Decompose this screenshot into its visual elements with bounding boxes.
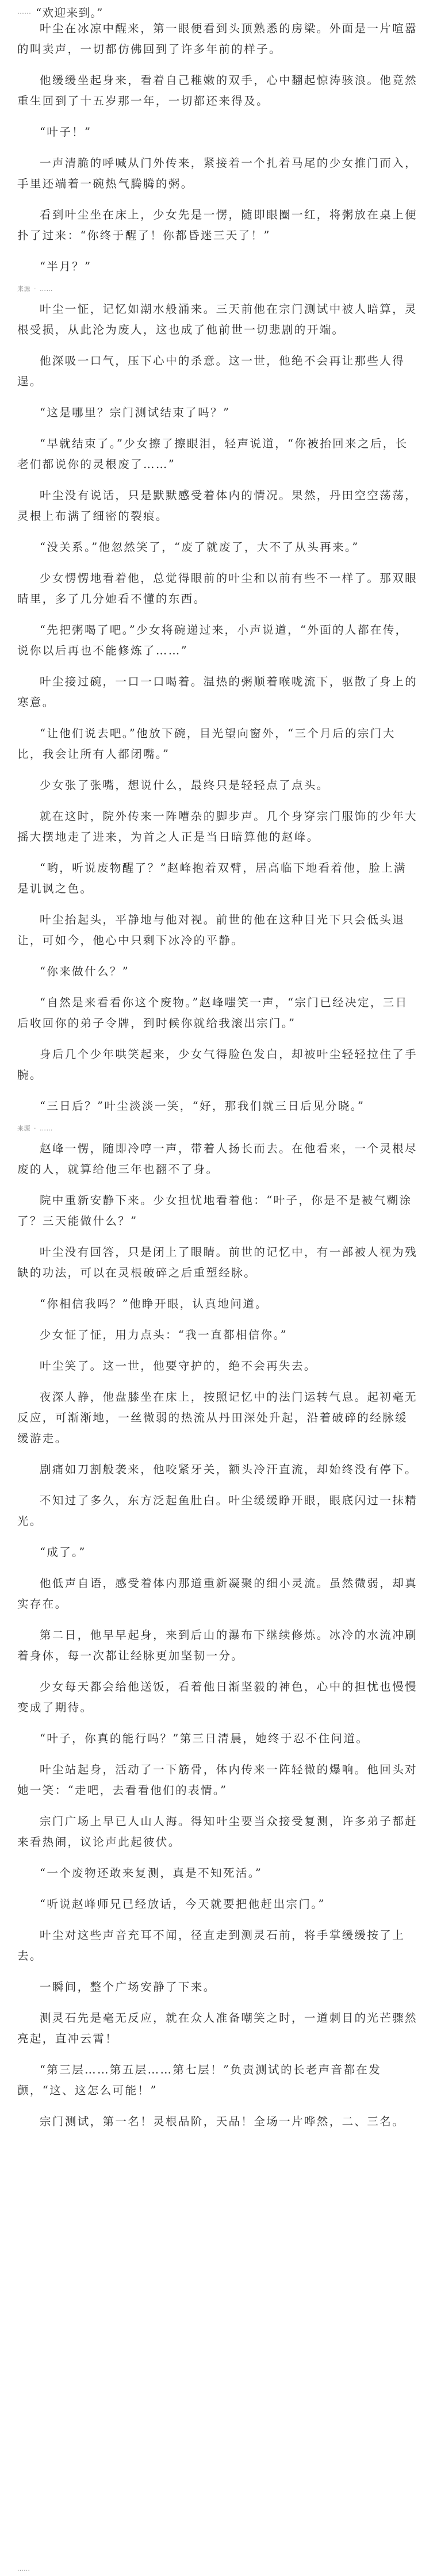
paragraph: 叶尘接过碗，一口一口喝着。温热的粥顺着喉咙流下，驱散了身上的寒意。 xyxy=(17,675,418,709)
source-separator: · xyxy=(34,1125,36,1132)
source-label: 来源 xyxy=(17,285,30,293)
paragraph: “先把粥喝了吧。”少女将碗递过来，小声说道，“外面的人都在传，说你以后再也不能修炼了……” xyxy=(17,623,408,657)
paragraph: “早就结束了。”少女擦了擦眼泪，轻声说道，“你被抬回来之后，长老们都说你的灵根废了……” xyxy=(17,437,408,471)
paragraph: 一声清脆的呼喊从门外传来，紧接着一个扎着马尾的少女推门而入，手里还端着一碗热气腾腾的粥。 xyxy=(17,156,418,190)
paragraph: 叶尘没有说话，只是默默感受着体内的情况。果然，丹田空空荡荡，灵根上布满了细密的裂痕。 xyxy=(17,489,418,523)
paragraph: “半月？” xyxy=(40,260,92,273)
paragraph: 赵峰一愣，随即冷哼一声，带着人扬长而去。在他看来，一个灵根尽废的人，就算给他三年也翻不了身。 xyxy=(17,1142,418,1176)
source-value: …… xyxy=(40,1125,53,1132)
paragraph: “这是哪里？宗门测试结束了吗？” xyxy=(40,406,231,419)
paragraph: 叶尘在冰凉中醒来，第一眼便看到头顶熟悉的房梁。外面是一片喧嚣的叫卖声，一切都仿佛回到了许多年前的样子。 xyxy=(17,22,418,56)
paragraph: 叶尘笑了。这一世，他要守护的，绝不会再失去。 xyxy=(40,1359,317,1373)
paragraph: “让他们说去吧。”他放下碗，目光望向窗外，“三个月后的宗门大比，我会让所有人都闭嘴。” xyxy=(17,727,396,761)
paragraph: 他缓缓坐起身来，看着自己稚嫩的双手，心中翻起惊涛骇浪。他竟然重生回到了十五岁那一年，一切都还来得及。 xyxy=(17,74,418,108)
paragraph: 少女怔了怔，用力点头：“我一直都相信你。” xyxy=(40,1328,288,1341)
paragraph: “自然是来看看你这个废物。”赵峰嗤笑一声，“宗门已经决定，三日后收回你的弟子令牌，到时候你就给我滚出宗门。” xyxy=(17,996,408,1030)
paragraph: 看到叶尘坐在床上，少女先是一愣，随即眼圈一红，将粥放在桌上便扑了过来：“你终于醒了！你都昏迷三天了！” xyxy=(17,208,418,242)
article-body xyxy=(17,18,417,2132)
paragraph: 院中重新安静下来。少女担忧地看着他：“叶子，你是不是被气糊涂了？三天能做什么？” xyxy=(17,1194,412,1228)
source-separator: · xyxy=(34,285,36,293)
paragraph: “叶子，你真的能行吗？”第三日清晨，她终于忍不住问道。 xyxy=(40,1732,369,1745)
paragraph: “三日后？”叶尘淡淡一笑，“好，那我们就三日后见分晓。” xyxy=(40,1099,365,1113)
paragraph: “叶子！” xyxy=(40,125,92,139)
source-label: 来源 xyxy=(17,1125,30,1132)
paragraph: 宗门测试，第一名！灵根品阶，天品！全场一片哗然，二、三名。 xyxy=(40,2115,405,2128)
source-value: …… xyxy=(40,285,53,293)
paragraph: 叶尘站起身，活动了一下筋骨，体内传来一阵轻微的爆响。他回头对她一笑：“走吧，去看看他们的表情。” xyxy=(17,1763,418,1797)
paragraph: “哟，听说废物醒了？”赵峰抱着双臂，居高临下地看着他，脸上满是讥讽之色。 xyxy=(17,861,407,895)
paragraph: “没关系。”他忽然笑了，“废了就废了，大不了从头再来。” xyxy=(40,540,359,554)
opening-quote: “欢迎来到。” xyxy=(36,5,103,20)
source-line xyxy=(17,1124,417,1133)
paragraph: 叶尘一怔，记忆如潮水般涌来。三天前他在宗门测试中被人暗算，灵根受损，从此沦为废人，这也成了他前世一切悲剧的开端。 xyxy=(17,302,418,336)
paragraph: 叶尘对这些声音充耳不闻，径直走到测灵石前，将手掌缓缓按了上去。 xyxy=(17,1929,405,1962)
paragraph: 第二日，他早早起身，来到后山的瀑布下继续修炼。冰冷的水流冲刷着身体，每一次都让经脉更加坚韧一分。 xyxy=(17,1628,418,1662)
paragraph: 少女张了张嘴，想说什么，最终只是轻轻点了点头。 xyxy=(40,779,329,792)
paragraph: “一个废物还敢来复测，真是不知死活。” xyxy=(40,1866,263,1880)
paragraph: 测灵石先是毫无反应，就在众人准备嘲笑之时，一道刺目的光芒骤然亮起，直冲云霄！ xyxy=(17,2011,418,2045)
paragraph: 夜深人静，他盘膝坐在床上，按照记忆中的法门运转气息。起初毫无反应，可渐渐地，一丝微弱的热流从丹田深处升起，沿着破碎的经脉缓缓游走。 xyxy=(17,1390,418,1445)
paragraph: 叶尘抬起头，平静地与他对视。前世的他在这种目光下只会低头退让，可如今，他心中只剩下冰冷的平静。 xyxy=(17,913,405,947)
paragraph: “你来做什么？” xyxy=(40,965,130,978)
site-mark: …… xyxy=(17,7,31,16)
paragraph: “第三层……第五层……第七层！”负责测试的长老声音都在发颤，“这、这怎么可能！” xyxy=(17,2063,382,2097)
paragraph: 叶尘没有回答，只是闭上了眼睛。前世的记忆中，有一部被人视为残缺的功法，可以在灵根破碎之后重塑经脉。 xyxy=(17,1245,418,1279)
paragraph: “你相信我吗？”他睁开眼，认真地问道。 xyxy=(40,1297,269,1310)
paragraph: “听说赵峰师兄已经放话，今天就要把他赶出宗门。” xyxy=(40,1897,325,1911)
paragraph: 少女每天都会给他送饭，看着他日渐坚毅的神色，心中的担忧也慢慢变成了期待。 xyxy=(17,1680,418,1714)
paragraph: 他低声自语，感受着体内那道重新凝聚的细小灵流。虽然微弱，却真实存在。 xyxy=(17,1577,418,1611)
bottom-mark: …… xyxy=(17,2565,30,2573)
paragraph: 就在这时，院外传来一阵嘈杂的脚步声。几个身穿宗门服饰的少年大摇大摆地走了进来，为首之人正是当日暗算他的赵峰。 xyxy=(17,810,418,844)
paragraph: 一瞬间，整个广场安静了下来。 xyxy=(40,1980,216,1994)
paragraph: 剧痛如刀割般袭来，他咬紧牙关，额头冷汗直流，却始终没有停下。 xyxy=(40,1463,418,1476)
paragraph: 宗门广场上早已人山人海。得知叶尘要当众接受复测，许多弟子都赶来看热闹，议论声此起彼伏。 xyxy=(17,1815,418,1849)
source-line xyxy=(17,284,417,293)
paragraph: 身后几个少年哄笑起来，少女气得脸色发白，却被叶尘轻轻拉住了手腕。 xyxy=(17,1048,418,1082)
paragraph: 他深吸一口气，压下心中的杀意。这一世，他绝不会再让那些人得逞。 xyxy=(17,354,405,388)
paragraph: 不知过了多久，东方泛起鱼肚白。叶尘缓缓睁开眼，眼底闪过一抹精光。 xyxy=(17,1494,418,1528)
paragraph: “成了。” xyxy=(40,1546,86,1559)
top-line xyxy=(17,5,417,18)
paragraph: 少女愣愣地看着他，总觉得眼前的叶尘和以前有些不一样了。那双眼睛里，多了几分她看不懂的东西。 xyxy=(17,572,418,605)
